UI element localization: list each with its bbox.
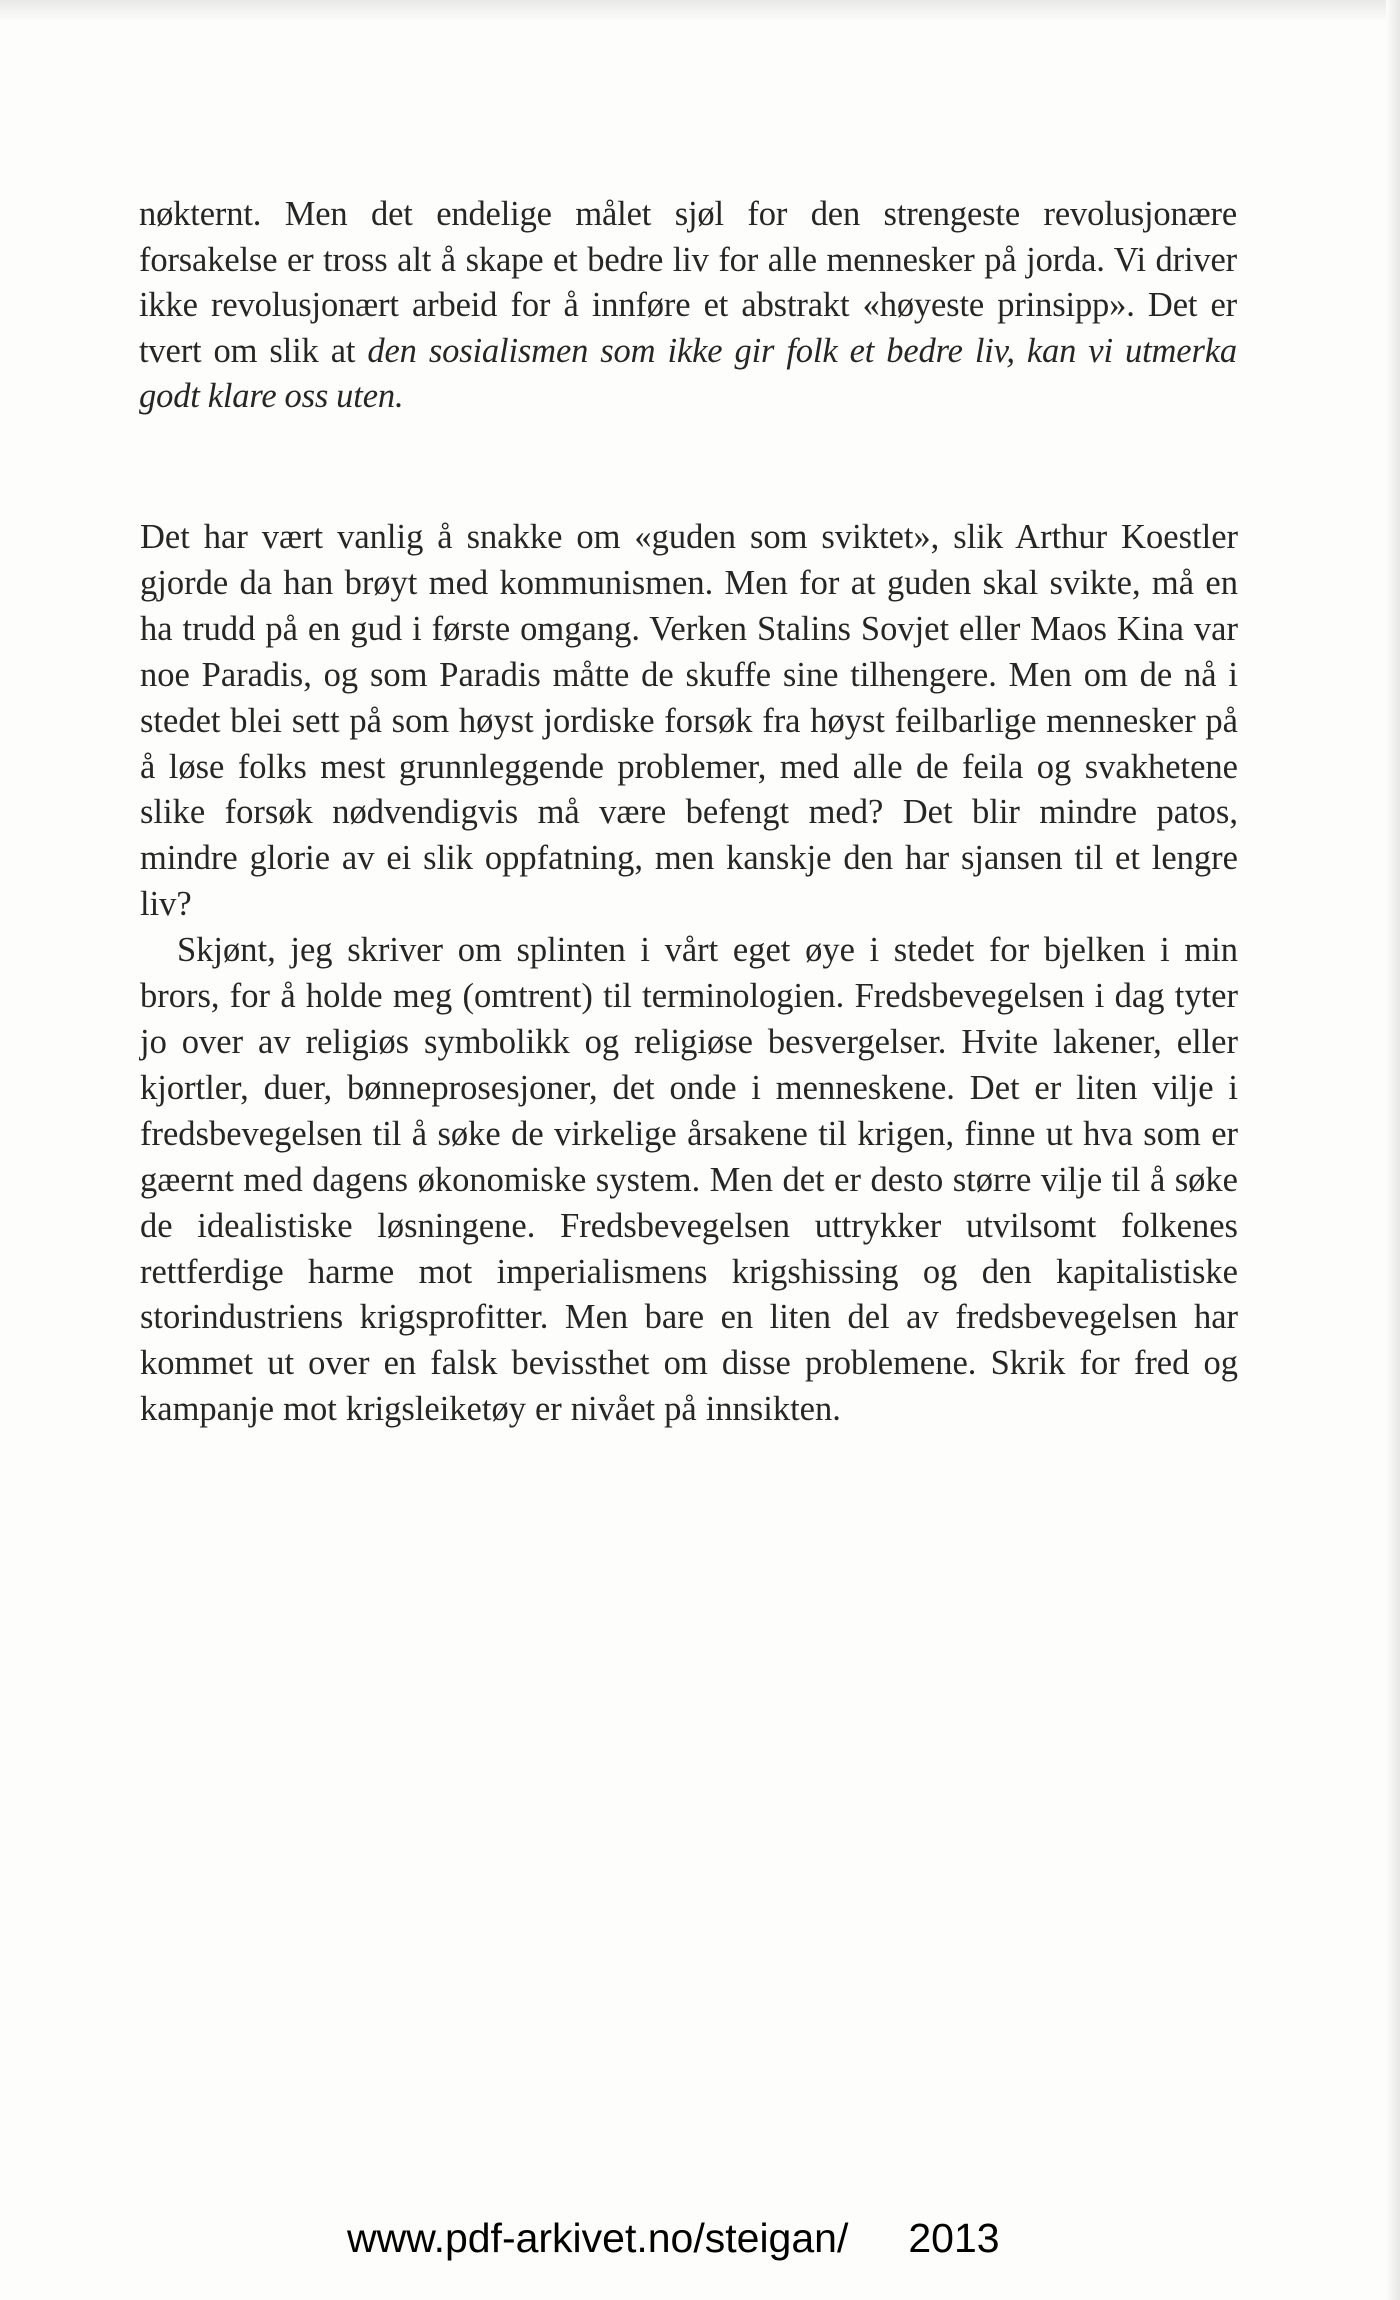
footer <box>347 2214 1147 2262</box>
scan-edge-right <box>1386 0 1400 2300</box>
paragraph-2: Det har vært vanlig å snakke om «guden som sviktet», slik Arthur Koestler gjorde da han brøyt med kommunismen. Men for at guden skal svikte, må en ha trudd på en gud i første omgang. Verken Stalins Sovjet eller Maos Kina var noe Paradis, og som Paradis måtte de skuffe sine tilhengere. Men om de nå i stedet blei sett på som høyst jordiske forsøk fra høyst feilbarlige mennesker på å løse folks mest grunnleggende problemer, med alle de feila og svakhetene slike forsøk nødvendigvis må være befengt med? Det blir mindre patos, mindre glorie av ei slik oppfatning, men kanskje den har sjansen til et lengre liv? <box>140 518 1238 924</box>
footer-year: 2013 <box>908 2215 1000 2261</box>
scan-edge-top <box>0 0 1400 22</box>
paragraph-1-text: nøkternt. Men det endelige målet sjøl for den strengeste revolusjonære forsakelse er tross alt å skape et bedre liv for alle mennesker på jorda. Vi driver ikke revolusjonært arbeid for å innføre et abstrakt «høyeste prinsipp». Det er tvert om slik at <box>139 195 1237 370</box>
paragraph-1 <box>139 192 1237 420</box>
footer-url: www.pdf-arkivet.no/steigan/ <box>347 2215 849 2261</box>
paragraph-1-italic: den sosialismen som ikke gir folk et bedre liv, kan vi utmerka godt klare oss uten. <box>139 331 1237 416</box>
paragraph-3: Skjønt, jeg skriver om splinten i vårt eget øye i stedet for bjelken i min brors, for å holde meg (omtrent) til terminologien. Fredsbevegelsen i dag tyter jo over av religiøs symbolikk og religiøse besvergelser. Hvite lakener, eller kjortler, duer, bønneprosesjoner, det onde i menneskene. Det er liten vilje i fredsbevegelsen til å søke de virkelige årsakene til krigen, finne ut hva som er gæernt med dagens økonomiske system. Men det er desto større vilje til å søke de idealistiske løsningene. Fredsbevegelsen uttrykker utvilsomt folkenes rettferdige harme mot imperialismens krigshissing og den kapitalistiske storindustriens krigsprofitter. Men bare en liten del av fredsbevegelsen har kommet ut over en falsk bevissthet om disse problemene. Skrik for fred og kampanje mot krigsleiketøy er nivået på innsikten. <box>140 931 1238 1429</box>
text-block-top <box>139 192 1237 420</box>
text-block-main <box>140 515 1238 1433</box>
